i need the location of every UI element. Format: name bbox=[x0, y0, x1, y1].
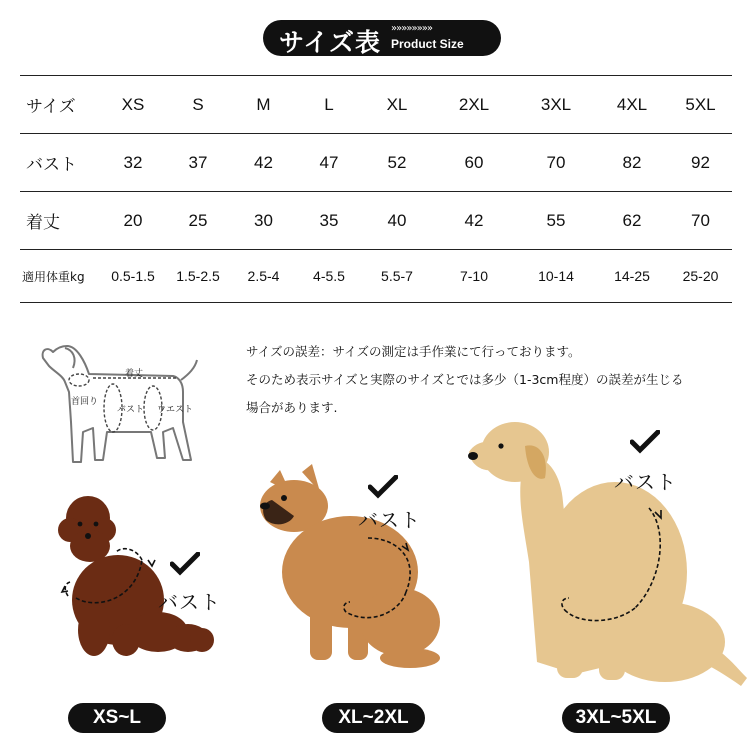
retriever-image bbox=[465, 412, 750, 692]
checkmark-icon bbox=[170, 552, 200, 576]
table-cell: 42 bbox=[431, 192, 517, 250]
table-cell: 0.5-1.5 bbox=[102, 250, 164, 303]
measurement-diagram bbox=[33, 332, 203, 472]
table-cell: 70 bbox=[669, 192, 732, 250]
page-title: サイズ表 bbox=[279, 28, 382, 57]
table-cell: 1.5-2.5 bbox=[164, 250, 232, 303]
poodle-bust-label: バスト bbox=[158, 590, 221, 614]
size-range-large: 3XL~5XL bbox=[562, 703, 670, 733]
header-cell: XS bbox=[102, 76, 164, 134]
neck-label: 首回り bbox=[71, 397, 99, 407]
table-cell: 47 bbox=[295, 134, 363, 192]
bust-label: バスト bbox=[117, 405, 145, 415]
table-row bbox=[20, 134, 732, 192]
table-cell: 20 bbox=[102, 192, 164, 250]
table-cell: 62 bbox=[595, 192, 669, 250]
table-cell: 25 bbox=[164, 192, 232, 250]
header-cell: 3XL bbox=[517, 76, 595, 134]
table-cell: 4-5.5 bbox=[295, 250, 363, 303]
size-notes bbox=[246, 338, 736, 422]
row-label: 適用体重kg bbox=[20, 250, 102, 303]
chevrons-decoration: »»»»»»»» bbox=[391, 23, 432, 34]
table-cell: 2.5-4 bbox=[232, 250, 295, 303]
table-cell: 35 bbox=[295, 192, 363, 250]
bulldog-bust-label: バスト bbox=[358, 508, 421, 532]
table-cell: 32 bbox=[102, 134, 164, 192]
table-cell: 82 bbox=[595, 134, 669, 192]
table-cell: 70 bbox=[517, 134, 595, 192]
note-line: そのため表示サイズと実際のサイズとでは多少（1-3cm程度）の誤差が生じる bbox=[246, 372, 684, 387]
table-cell: 7-10 bbox=[431, 250, 517, 303]
table-row bbox=[20, 192, 732, 250]
header-cell: 5XL bbox=[669, 76, 732, 134]
header-cell: S bbox=[164, 76, 232, 134]
page-subtitle: Product Size bbox=[391, 37, 464, 51]
poodle-image bbox=[40, 490, 240, 665]
note-line: 場合があります. bbox=[246, 400, 338, 415]
header-cell: L bbox=[295, 76, 363, 134]
bulldog-image bbox=[250, 462, 450, 672]
size-range-medium: XL~2XL bbox=[322, 703, 425, 733]
checkmark-icon bbox=[368, 475, 398, 499]
length-label: 着丈 bbox=[125, 369, 144, 379]
table-cell: 40 bbox=[363, 192, 431, 250]
table-cell: 92 bbox=[669, 134, 732, 192]
header-row bbox=[20, 76, 732, 134]
retriever-bust-label: バスト bbox=[614, 470, 677, 494]
waist-label: ウエスト bbox=[157, 405, 194, 415]
header-cell: 4XL bbox=[595, 76, 669, 134]
table-cell: 14-25 bbox=[595, 250, 669, 303]
header-cell: 2XL bbox=[431, 76, 517, 134]
table-cell: 37 bbox=[164, 134, 232, 192]
header-cell: M bbox=[232, 76, 295, 134]
header-cell: XL bbox=[363, 76, 431, 134]
table-row bbox=[20, 250, 732, 303]
table-cell: 5.5-7 bbox=[363, 250, 431, 303]
checkmark-icon bbox=[630, 430, 660, 454]
table-cell: 55 bbox=[517, 192, 595, 250]
table-cell: 42 bbox=[232, 134, 295, 192]
title-banner bbox=[263, 20, 501, 56]
table-cell: 10-14 bbox=[517, 250, 595, 303]
table-cell: 25-20 bbox=[669, 250, 732, 303]
note-line: サイズの誤差：サイズの測定は手作業にて行っております。 bbox=[246, 344, 581, 359]
header-cell: サイズ bbox=[20, 76, 102, 134]
table-cell: 52 bbox=[363, 134, 431, 192]
size-table bbox=[20, 75, 732, 303]
size-range-small: XS~L bbox=[68, 703, 166, 733]
row-label: 着丈 bbox=[20, 192, 102, 250]
table-cell: 30 bbox=[232, 192, 295, 250]
table-cell: 60 bbox=[431, 134, 517, 192]
row-label: バスト bbox=[20, 134, 102, 192]
